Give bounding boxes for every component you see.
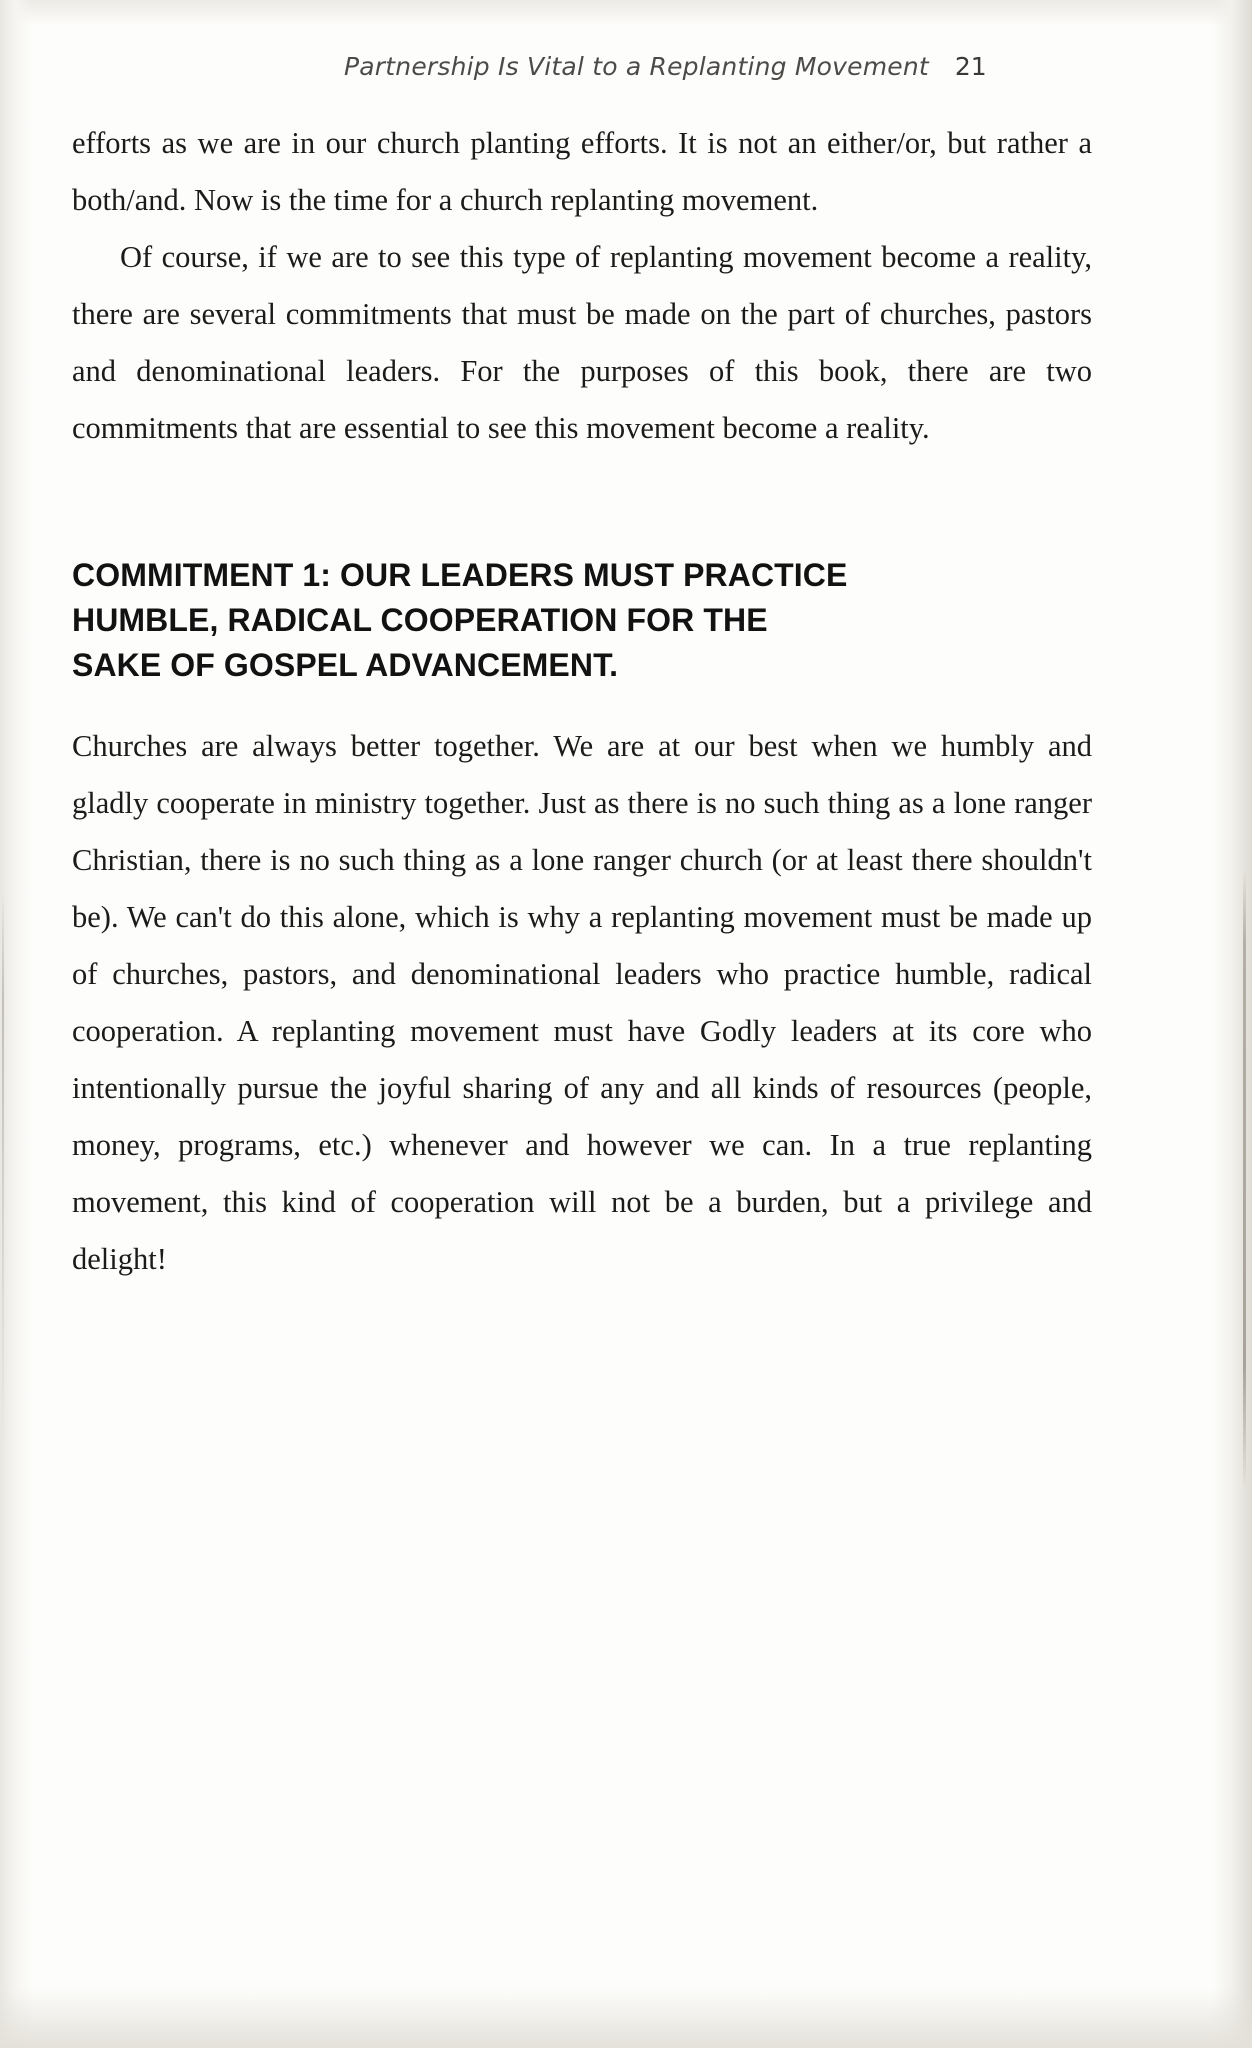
heading-spacer [72,688,1092,718]
running-header-title: Partnership Is Vital to a Replanting Movement [344,52,929,81]
scan-left-shadow [0,0,34,2048]
scan-right-shadow [1212,0,1252,2048]
running-header [72,52,1092,81]
body-top-block [72,115,1092,457]
scan-page-edge-left [2,890,4,1450]
scan-page-edge-right [1243,870,1246,1490]
paragraph-of-course: Of course, if we are to see this type of replanting movement become a reality, there are several commitments that must be made on the part of churches, pastors and denominational leaders. For the purposes of this book, there are two commitments that are essential to see this movement become a reality. [72,240,1092,445]
paragraph-continued: efforts as we are in our church planting efforts. It is not an either/or, but rather a both/and. Now is the time for a church replanting movement. [72,126,1092,217]
page-content [72,0,1092,1288]
page-number: 21 [954,52,987,81]
paragraph-churches-better-together: Churches are always better together. We are at our best when we humbly and gladly cooperate in ministry together. Just as there is no such thing as a lone ranger Christian, there is no such thing as a lone ranger church (or at least there shouldn't be). We can't do this alone, which is why a replanting movement must be made up of churches, pastors, and denominational leaders who practice humble, radical cooperation. A replanting movement must have Godly leaders at its core who intentionally pursue the joyful sharing of any and all kinds of resources (people, money, programs, etc.) whenever and however we can. In a true replanting movement, this kind of cooperation will not be a burden, but a privilege and delight! [72,729,1092,1276]
scan-bottom-shadow [0,1988,1252,2048]
section-heading-commitment-1: COMMITMENT 1: OUR LEADERS MUST PRACTICE HUMBLE, RADICAL COOPERATION FOR THE SAKE OF GOSPEL ADVANCEMENT. [72,557,848,683]
